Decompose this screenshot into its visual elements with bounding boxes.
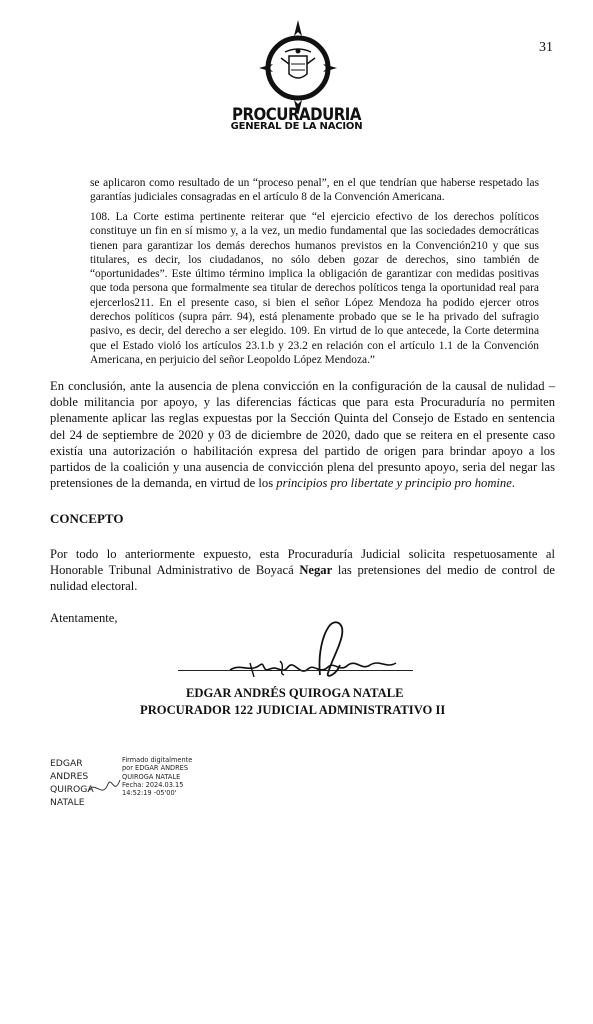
digital-detail-line-3: QUIROGA NATALE bbox=[122, 772, 181, 781]
digital-name-line-1: EDGAR ANDRES bbox=[50, 758, 89, 782]
digital-detail-line-4: Fecha: 2024.03.15 bbox=[122, 780, 184, 789]
digital-name-line-3: NATALE bbox=[50, 797, 85, 808]
digital-signature-details bbox=[122, 756, 192, 797]
conclusion-text: En conclusión, ante la ausencia de plena convicción en la configuración de la causal de nulidad – doble militancia por apoyo, y las diferencias fácticas que para esta Procuraduría no permiten plenamente aplicar las reglas expuestas por la Sección Quinta del Consejo de Estado en sentencia del 24 de septiembre de 2020 y 03 de diciembre de 2020, dado que se reitera en el presente caso existía una autorización o habilitación expresa del partido de origen para brindar apoyo a los partidos de la coalición y una ausencia de convicción plena del presunto apoyo, seria del negar las pretensiones de la demanda, en virtud de los bbox=[50, 379, 555, 491]
concepto-paragraph bbox=[50, 546, 555, 595]
procuraduria-logo bbox=[255, 18, 341, 114]
digital-detail-line-2: por EDGAR ANDRES bbox=[122, 764, 189, 773]
concepto-bold: Negar bbox=[299, 563, 333, 578]
concepto-text-after: las pretensiones del medio de control de nulidad electoral. bbox=[50, 563, 555, 594]
closing-salutation: Atentamente, bbox=[50, 611, 118, 625]
digital-detail-line-1: Firmado digitalmente bbox=[122, 756, 193, 764]
signer-name: EDGAR ANDRÉS QUIROGA NATALE bbox=[186, 686, 404, 700]
section-title-concepto: CONCEPTO bbox=[50, 511, 124, 526]
signature-line bbox=[178, 670, 413, 671]
digital-signature-mark bbox=[84, 770, 124, 800]
page-number: 31 bbox=[539, 40, 553, 55]
signer-title: PROCURADOR 122 JUDICIAL ADMINISTRATIVO II bbox=[140, 703, 446, 717]
conclusion-paragraph bbox=[50, 378, 555, 491]
handwritten-signature bbox=[170, 615, 420, 690]
quote-paragraph-1: se aplicaron como resultado de un “proceso penal”, en el que tendrían que haberse respetado las garantías judiciales consagradas en el artículo 8 de la Convención Americana. bbox=[90, 177, 539, 204]
conclusion-end: . bbox=[511, 476, 515, 491]
conclusion-italic: principios pro libertate y principio pro homine bbox=[276, 476, 512, 491]
logo-subtitle: GENERAL DE LA NACION bbox=[230, 121, 363, 132]
digital-name-line-2: QUIROGA bbox=[50, 784, 94, 795]
logo-wordmark: PROCURADURIA bbox=[231, 103, 361, 125]
digital-detail-line-5: 14:52:19 -05'00' bbox=[122, 789, 177, 798]
quote-paragraph-2: 108. La Corte estima pertinente reiterar que “el ejercicio efectivo de los derechos políticos constituye un fin en sí mismo y, a la vez, un medio fundamental que las sociedades democráticas tienen para garantizar los demás derechos humanos previstos en la Convención210 y que sus titulares, es decir, los ciudadanos, no sólo deben gozar de derechos, sino también de “oportunidades”. Este último término implica la obligación de garantizar con medidas positivas que toda persona que formalmente sea titular de derechos políticos tenga la oportunidad real para ejercerlos211. En el presente caso, si bien el señor López Mendoza ha podido ejercer otros derechos políticos (supra párr. 94), está plenamente probado que se le ha privado del sufragio pasivo, es decir, del derecho a ser elegido. 109. En virtud de lo que antecede, la Corte determina que el Estado violó los artículos 23.1.b y 23.2 en relación con el artículo 1.1 de la Convención Americana, en perjuicio del señor Leopoldo López Mendoza.” bbox=[90, 211, 539, 366]
concepto-text-before: Por todo lo anteriormente expuesto, esta Procuraduría Judicial solicita respetuosamente al Honorable Tribunal Administrativo de Boyacá bbox=[50, 547, 555, 578]
